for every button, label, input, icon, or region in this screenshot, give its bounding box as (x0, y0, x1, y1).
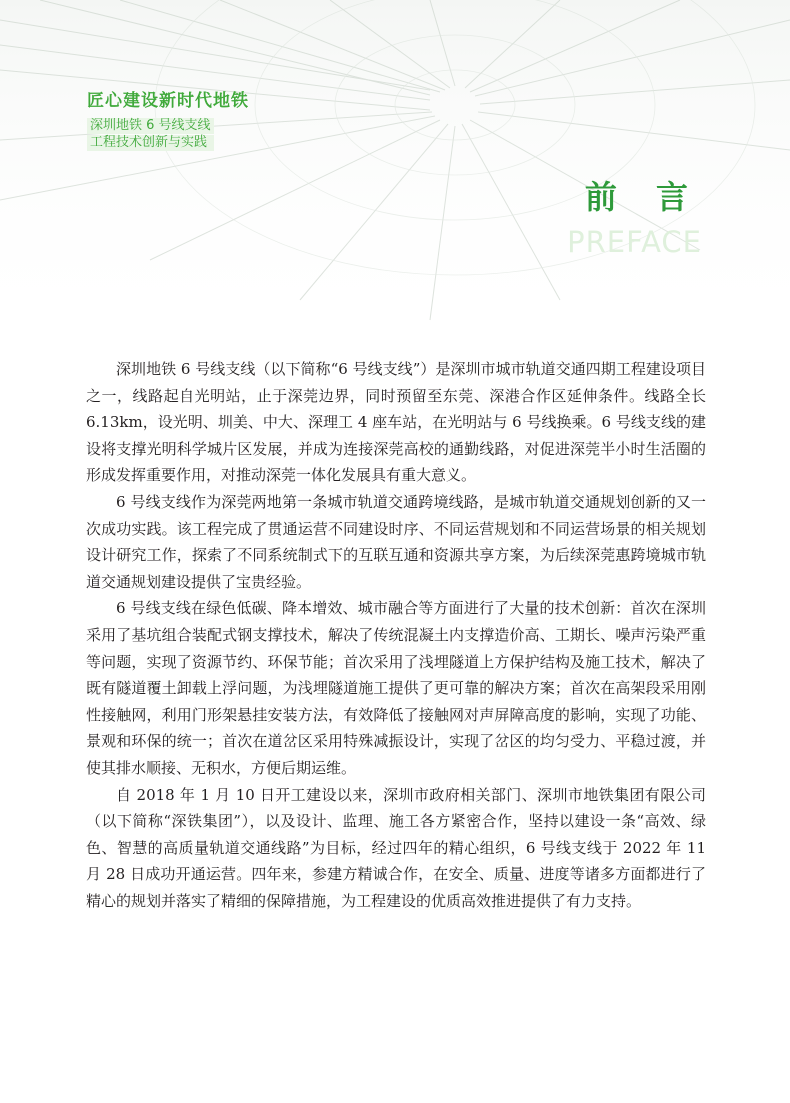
page-title: 前 言 (584, 178, 702, 216)
paragraph-2: 6 号线支线作为深莞两地第一条城市轨道交通跨境线路，是城市轨道交通规划创新的又一次成功实践。该工程完成了贯通运营不同建设时序、不同运营规划和不同运营场景的相关规划设计研究工作，探索了不同系统制式下的互联互通和资源共享方案，为后续深莞惠跨境城市轨道交通规划建设提供了宝贵经验。 (86, 492, 706, 591)
series-subtitle-line1: 深圳地铁 6 号线支线 (87, 118, 214, 134)
series-title: 匠心建设新时代地铁 (87, 91, 249, 111)
tunnel-background-graphic (0, 0, 790, 340)
paragraph-1: 深圳地铁 6 号线支线（以下简称“6 号线支线”）是深圳市城市轨道交通四期工程建设项目之一，线路起自光明站，止于深莞边界，同时预留至东莞、深港合作区延伸条件。线路全长 6.13km，设光明、圳美、中大、深理工 4 座车站，在光明站与 6 号线换乘。6 号线支线的建设将支撑光明科学城片区发展，并成为连接深莞高校的通勤线路，对促进深莞半小时生活圈的形成发挥重要作用，对推动深莞一体化发展具有重大意义。 (86, 360, 706, 485)
preface-body (86, 356, 706, 914)
page-title-english: PREFACE (567, 225, 702, 259)
paragraph-4: 自 2018 年 1 月 10 日开工建设以来，深圳市政府相关部门、深圳市地铁集团有限公司（以下简称“深铁集团”），以及设计、监理、施工各方紧密合作，坚持以建设一条“高效、绿色、智慧的高质量轨道交通线路”为目标，经过四年的精心组织，6 号线支线于 2022 年 11 月 28 日成功开通运营。四年来，参建方精诚合作，在安全、质量、进度等诸多方面都进行了精心的规划并落实了精细的保障措施，为工程建设的优质高效推进提供了有力支持。 (86, 785, 706, 910)
paragraph-3: 6 号线支线在绿色低碳、降本增效、城市融合等方面进行了大量的技术创新：首次在深圳采用了基坑组合装配式钢支撑技术，解决了传统混凝土内支撑造价高、工期长、噪声污染严重等问题，实现了资源节约、环保节能；首次采用了浅埋隧道上方保护结构及施工技术，解决了既有隧道覆土卸载上浮问题，为浅埋隧道施工提供了更可靠的解决方案；首次在高架段采用刚性接触网，利用门形架悬挂安装方法，有效降低了接触网对声屏障高度的影响，实现了功能、景观和环保的统一；首次在道岔区采用特殊减振设计，实现了岔区的均匀受力、平稳过渡，并使其排水顺接、无积水，方便后期运维。 (86, 599, 706, 777)
series-subtitle-line2: 工程技术创新与实践 (87, 135, 214, 151)
series-subtitle (87, 118, 214, 152)
